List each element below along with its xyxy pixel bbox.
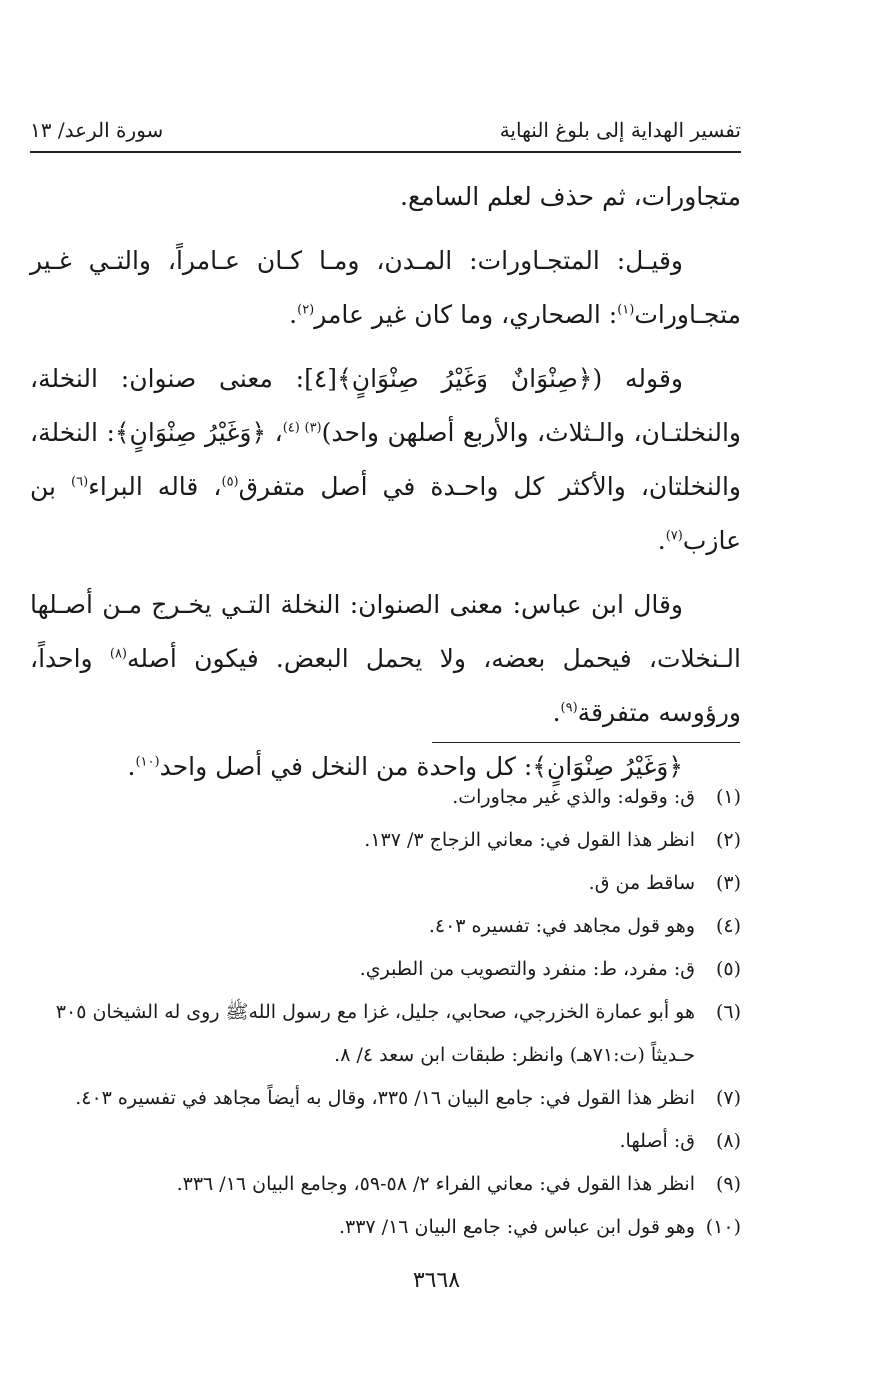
footnote-ref[interactable]: (٧) bbox=[665, 528, 683, 544]
book-title: تفسير الهداية إلى بلوغ النهاية bbox=[499, 118, 741, 142]
footnote-ref[interactable]: (١) bbox=[617, 302, 635, 318]
footnote-item bbox=[30, 1206, 741, 1249]
footnote-text: ق: مفرد، ط: منفرد والتصويب من الطبري. bbox=[359, 958, 695, 980]
footnote-ref[interactable]: (٩) bbox=[560, 700, 578, 716]
footnote-ref[interactable]: (٣) (٤) bbox=[282, 420, 322, 436]
footnote-item bbox=[30, 776, 741, 819]
footnote-number: (٤) bbox=[715, 915, 741, 937]
footnote-number: (١٠) bbox=[705, 1216, 741, 1238]
footnote-text: وهو قول مجاهد في: تفسيره ٤٠٣. bbox=[428, 915, 695, 937]
footnote-number: (٣) bbox=[715, 872, 741, 894]
main-text bbox=[30, 170, 741, 794]
footnote-number: (٧) bbox=[715, 1087, 741, 1109]
footnote-text: ساقط من ق. bbox=[588, 872, 695, 894]
quran-quote: ﴿صِنْوَانٌ وَغَيْرُ صِنْوَانٍ﴾ bbox=[337, 364, 593, 393]
quran-quote: ﴿وَغَيْرُ صِنْوَانٍ﴾ bbox=[114, 418, 267, 447]
footnote-ref[interactable]: (٨) bbox=[109, 646, 127, 662]
footnote-text: ق: أصلها. bbox=[619, 1130, 695, 1152]
paragraph-3: وقوله (﴿صِنْوَانٌ وَغَيْرُ صِنْوَانٍ﴾[٤]: معنى صنوان: النخلة، والنخلتـان، والـثلاث، والأربع أصلهن واحد)$^{(٣) (٤)}$، ﴿وَغَيْرُ صِنْوَانٍ﴾: النخلة، والنخلتان، والأكثر كل واحـدة في أصل متفرق$^{(٥)}$، قاله البراء$^{(٦)}$ بن عازب$^{(٧)}$. bbox=[30, 364, 742, 555]
footnote-text: انظر هذا القول في: جامع البيان ١٦/ ٣٣٥، وقال به أيضاً مجاهد في تفسيره ٤٠٣. bbox=[75, 1087, 695, 1109]
footnote-ref[interactable]: (١٠) bbox=[135, 754, 160, 770]
header-rule bbox=[30, 151, 741, 153]
surah-reference: سورة الرعد/ ١٣ bbox=[30, 118, 164, 142]
footnote-number: (٨) bbox=[715, 1130, 741, 1152]
footnote-text: وهو قول ابن عباس في: جامع البيان ١٦/ ٣٣٧. bbox=[338, 1216, 695, 1238]
footnote-ref[interactable]: (٥) bbox=[221, 474, 239, 490]
quran-quote: ﴿وَغَيْرُ صِنْوَانٍ﴾ bbox=[532, 752, 683, 781]
footnote-number: (٥) bbox=[715, 958, 741, 980]
footnote-text: انظر هذا القول في: معاني الفراء ٢/ ٥٨-٥٩، وجامع البيان ١٦/ ٣٣٦. bbox=[176, 1173, 695, 1195]
paragraph-4: وقال ابن عباس: معنى الصنوان: النخلة التـي يخـرج مـن أصـلها الـنخلات، فيحمل بعضه، ولا يحمل البعض. فيكون أصله$^{(٨)}$ واحداً، ورؤوسه متفرقة$^{(٩)}$. bbox=[30, 590, 741, 727]
footnote-item bbox=[30, 1120, 741, 1163]
footnote-text: ق: وقوله: والذي غير مجاورات. bbox=[452, 786, 695, 808]
paragraph-2: وقيـل: المتجـاورات: المـدن، ومـا كـان عـامراً، والتـي غـير متجـاورات$^{(١)}$: الصحاري، وما كان غير عامر$^{(٢)}$. bbox=[30, 246, 741, 329]
paragraph-5: ﴿وَغَيْرُ صِنْوَانٍ﴾: كل واحدة من النخل في أصل واحد$^{(١٠)}$. bbox=[127, 752, 683, 781]
footnote-text: انظر هذا القول في: معاني الزجاج ٣/ ١٣٧. bbox=[364, 829, 695, 851]
footnote-number: (٩) bbox=[715, 1173, 741, 1195]
footnote-text: هو أبو عمارة الخزرجي، صحابي، جليل، غزا مع رسول اللهﷺ روى له الشيخان ٣٠٥ حـديثاً (ت:٧١هـ) وانظر: طبقات ابن سعد ٤/ ٨. bbox=[55, 1001, 695, 1066]
footnote-ref[interactable]: (٦) bbox=[71, 474, 89, 490]
footnote-number: (١) bbox=[715, 786, 741, 808]
footnote-item bbox=[30, 948, 741, 991]
footnote-item bbox=[30, 819, 741, 862]
footnote-item bbox=[30, 862, 741, 905]
page-number: ٣٦٦٨ bbox=[412, 1268, 461, 1293]
footnotes bbox=[30, 776, 741, 1249]
footnote-item bbox=[30, 1163, 741, 1206]
paragraph-1: متجاورات، ثم حذف لعلم السامع. bbox=[400, 182, 741, 211]
footnote-number: (٦) bbox=[715, 1001, 741, 1023]
footnote-ref[interactable]: (٢) bbox=[297, 302, 315, 318]
footnote-number: (٢) bbox=[715, 829, 741, 851]
footnote-item bbox=[30, 991, 741, 1077]
running-header bbox=[30, 112, 741, 148]
footnote-item bbox=[30, 905, 741, 948]
footnote-item bbox=[30, 1077, 741, 1120]
footnote-separator bbox=[432, 742, 740, 743]
